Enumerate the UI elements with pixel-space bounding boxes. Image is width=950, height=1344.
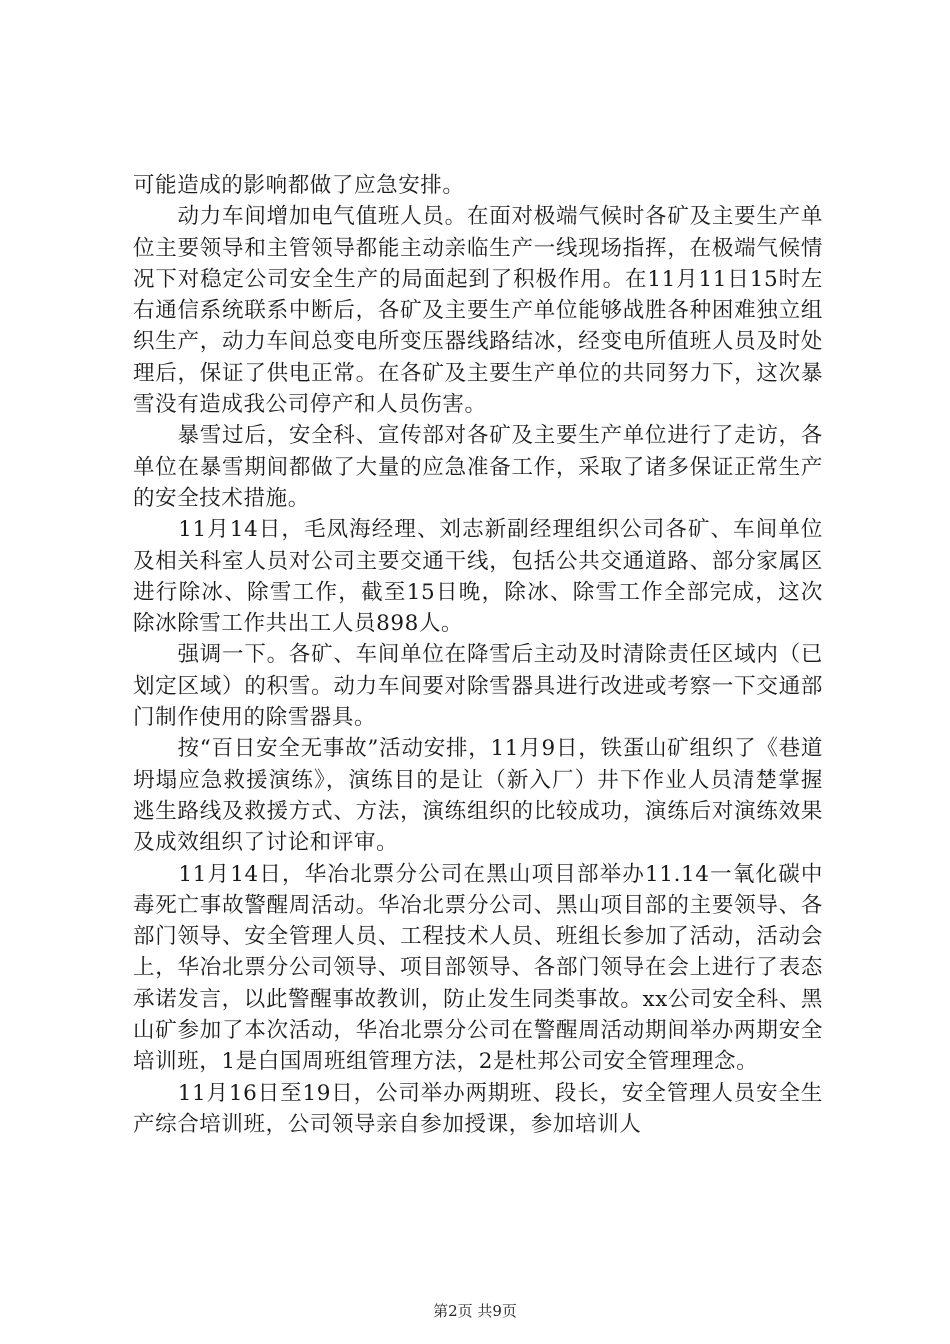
paragraph-3: 暴雪过后，安全科、宣传部对各矿及主要生产单位进行了走访，各单位在暴雪期间都做了大量的应急准备工作，采取了诸多保证正常生产的安全技术措施。 (133, 423, 823, 511)
page-footer: 第2页 共9页 (433, 1302, 517, 1320)
paragraph-1: 可能造成的影响都做了应急安排。 (133, 173, 465, 198)
paragraph-8: 11月16日至19日，公司举办两期班、段长，安全管理人员安全生产综合培训班，公司领导亲自参加授课，参加培训人 (133, 1080, 823, 1137)
document-body (133, 170, 823, 1140)
paragraph-5: 强调一下。各矿、车间单位在降雪后主动及时清除责任区域内（已划定区域）的积雪。动力车间要对除雪器具进行改进或考察一下交通部门制作使用的除雪器具。 (133, 642, 823, 731)
paragraph-7: 11月14日，华冶北票分公司在黑山项目部举办11.14一氧化碳中毒死亡事故警醒周活动。华冶北票分公司、黑山项目部的主要领导、各部门领导、安全管理人员、工程技术人员、班组长参加了活动，活动会上，华冶北票分公司领导、项目部领导、各部门领导在会上进行了表态承诺发言，以此警醒事故教训，防止发生同类事故。xx公司安全科、黑山矿参加了本次活动，华冶北票分公司在警醒周活动期间举办两期安全培训班，1是白国周班组管理方法，2是杜邦公司安全管理理念。 (133, 861, 823, 1075)
paragraph-2: 动力车间增加电气值班人员。在面对极端气候时各矿及主要生产单位主要领导和主管领导都能主动亲临生产一线现场指挥，在极端气候情况下对稳定公司安全生产的局面起到了积极作用。在11月11日15时左右通信系统联系中断后，各矿及主要生产单位能够战胜各种困难独立组织生产，动力车间总变电所变压器线路结冰，经变电所值班人员及时处理后，保证了供电正常。在各矿及主要生产单位的共同努力下，这次暴雪没有造成我公司停产和人员伤害。 (133, 204, 823, 418)
paragraph-6: 按“百日安全无事故”活动安排，11月9日，铁蛋山矿组织了《巷道坍塌应急救援演练》，演练目的是让（新入厂）井下作业人员清楚掌握逃生路线及救援方式、方法，演练组织的比较成功，演练后对演练效果及成效组织了讨论和评审。 (133, 736, 823, 856)
paragraph-4: 11月14日，毛凤海经理、刘志新副经理组织公司各矿、车间单位及相关科室人员对公司主要交通干线，包括公共交通道路、部分家属区进行除冰、除雪工作，截至15日晚，除冰、除雪工作全部完成，这次除冰除雪工作共出工人员898人。 (133, 517, 823, 637)
